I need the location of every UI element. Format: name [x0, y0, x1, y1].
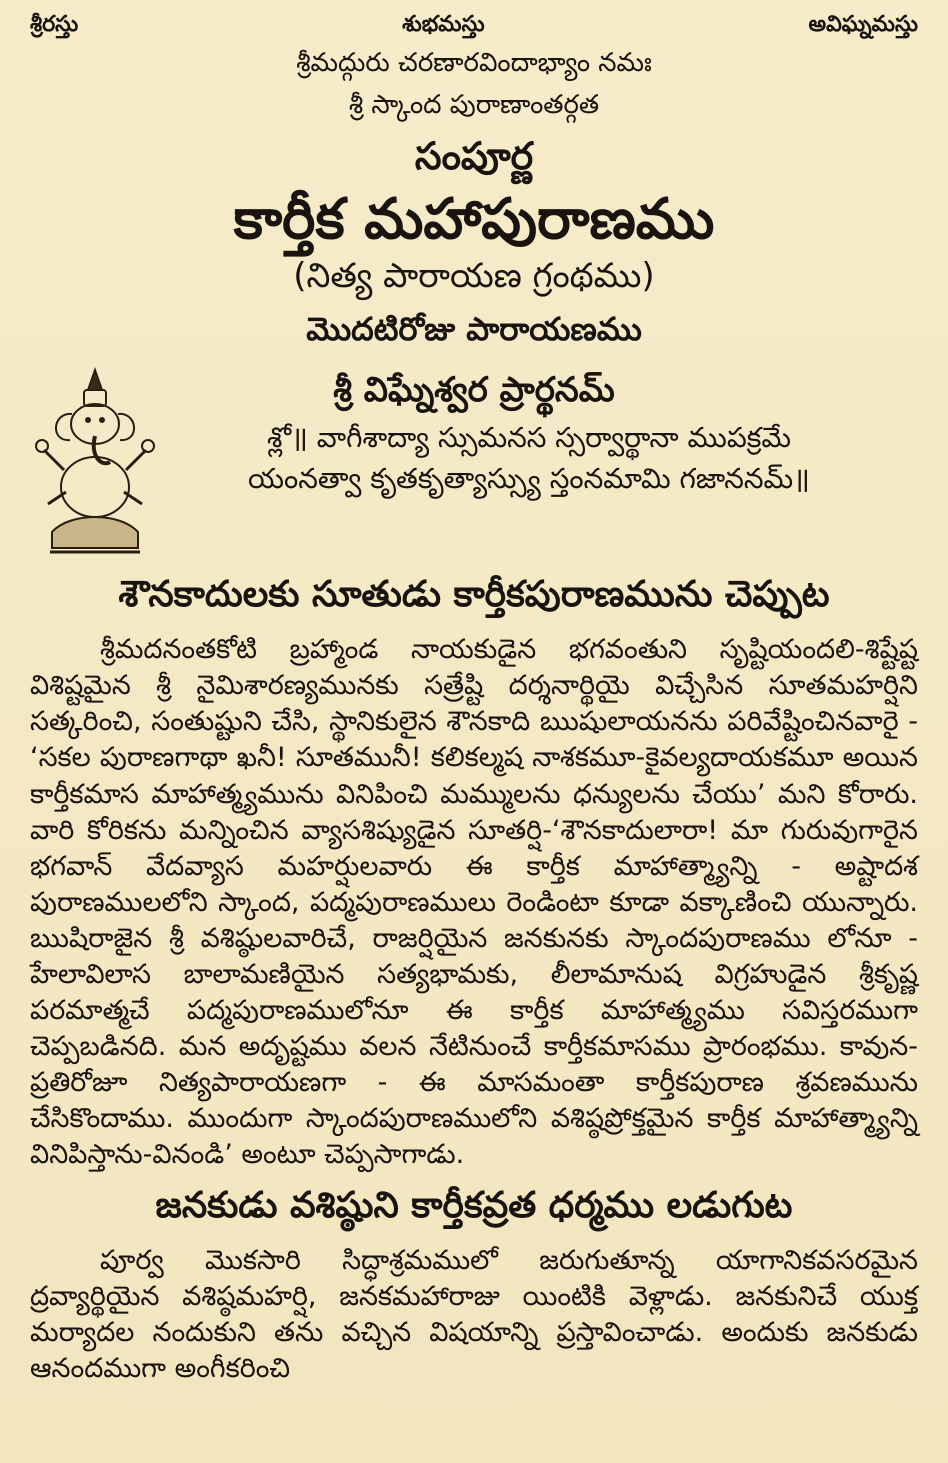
header-left: శ్రీరస్తు — [30, 12, 79, 37]
header-right: అవిఘ్నమస్తు — [808, 12, 918, 37]
section-1-text: శ్రీమదనంతకోటి బ్రహ్మాండ నాయకుడైన భగవంతుని సృష్టియందలి-శిష్టేష్ట విశిష్టమైన శ్రీ నైమిశారణ్యమునకు సత్రేష్టి దర్శనార్థియై విచ్చేసిన సూతమహర్షిని సత్కరించి, సంతుష్టుని చేసి, స్థానికులైన శౌనకాది ఋషులాయనను పరివేష్టించినవారై - ‘సకల పురాణగాథా ఖనీ! సూతమునీ! కలికల్మష నాశకమూ-కైవల్యదాయకమూ అయిన కార్తీకమాస మాహాత్మ్యమును వినిపించి మమ్ములను ధన్యులను చేయు’ మని కోరారు. వారి కోరికను మన్నించిన వ్యాసశిష్యుడైన సూతర్షి-‘శౌనకాదులారా! మా గురువుగారైన భగవాన్ వేదవ్యాస మహర్షులవారు ఈ కార్తీక మాహాత్మ్యాన్ని - అష్టాదశ పురాణములలోని స్కాంద, పద్మపురాణములు రెండింటా కూడా వక్కాణించి యున్నారు. ఋషిరాజైన శ్రీ వశిష్ఠులవారిచే, రాజర్షియైన జనకునకు స్కాందపురాణము లోనూ - హేలావిలాస బాలామణియైన సత్యభామకు, లీలామానుష విగ్రహుడైన శ్రీకృష్ణ పరమాత్మచే పద్మపురాణములోనూ ఈ కార్తీక మాహాత్మ్యము సవిస్తరముగా చెప్పబడినది. మన అదృష్టము వలన నేటినుంచే కార్తీకమాసము ప్రారంభము. కావున-ప్రతిరోజూ నిత్యపారాయణగా - ఈ మాసమంతా కార్తీకపురాణ శ్రవణమును చేసికొందాము. ముందుగా స్కాందపురాణములోని వశిష్ఠప్రోక్తమైన కార్తీక మాహాత్మ్యాన్ని వినిపిస్తాను-వినండి’ అంటూ చెప్పసాగాడు. — [30, 634, 918, 1170]
main-title: కార్తీక మహాపురాణము — [233, 187, 715, 252]
prayer-block — [30, 362, 918, 562]
section-2-heading: జనకుడు వశిష్ఠుని కార్తీకవ్రత ధర్మము లడుగుట — [155, 1184, 793, 1226]
sloka-line-1: శ్లో॥ వాగీశాద్యా స్సుమనస స్సర్వార్థానా ముపక్రమే — [267, 421, 791, 455]
day-label: మొదటిరోజు పారాయణము — [306, 310, 642, 349]
header-center: శుభమస్తు — [402, 12, 485, 37]
header-row — [30, 12, 918, 42]
ganesha-illustration-icon — [30, 362, 160, 562]
subtitle: (నిత్య పారాయణ గ్రంథము) — [293, 256, 655, 297]
section-1-heading: శౌనకాదులకు సూతుడు కార్తీకపురాణమును చెప్పుట — [118, 574, 830, 616]
prayer-title: శ్రీ విఘ్నేశ్వర ప్రార్థనమ్ — [333, 370, 615, 411]
invocation-line-1: శ్రీమద్గురు చరణారవిందాభ్యాం నమః — [296, 48, 652, 78]
section-2-text: పూర్వ మొకసారి సిద్ధాశ్రమములో జరుగుతూన్న యాగానికవసరమైన ద్రవ్యార్థియైన వశిష్ఠమహర్షి, జనకమహారాజు యింటికి వెళ్లాడు. జనకునిచే యుక్త మర్యాదల నందుకుని తను వచ్చిన విషయాన్ని ప్రస్తావించాడు. అందుకు జనకుడు ఆనందముగా అంగీకరించి — [30, 1244, 918, 1384]
sloka-line-2: యంనత్వా కృతకృత్యాస్స్యు స్తంనమామి గజాననమ్॥ — [248, 461, 810, 495]
invocation-line-2: శ్రీ స్కాంద పురాణాంతర్గత — [348, 90, 600, 120]
title-line-1: సంపూర్ణ — [414, 134, 534, 178]
